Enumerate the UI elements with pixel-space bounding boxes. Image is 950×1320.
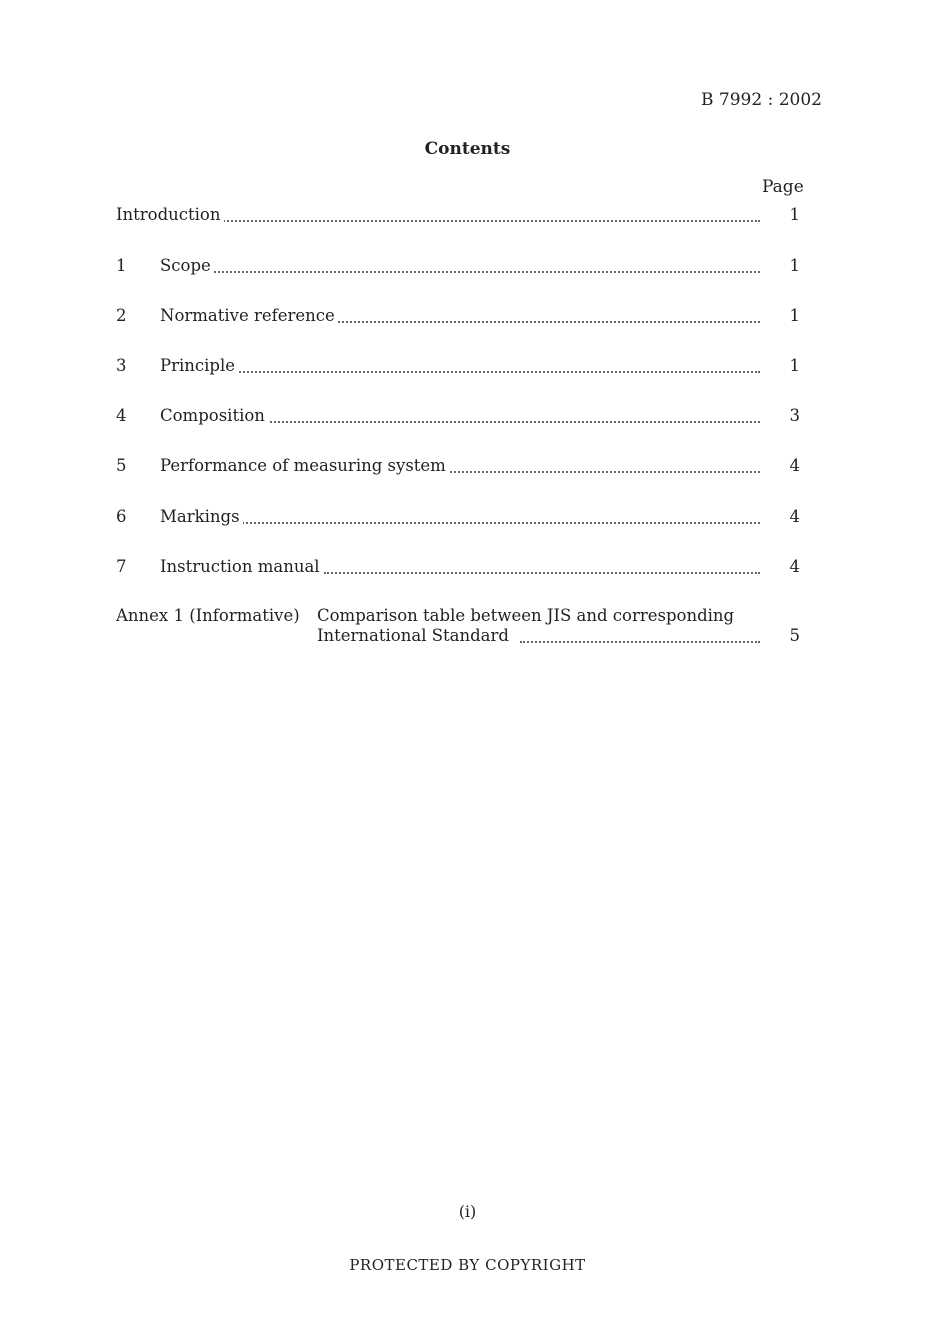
contents-title: Contents: [424, 139, 511, 159]
footer-page-number: (i): [458, 1202, 477, 1221]
document-code: B 7992 : 2002: [701, 90, 822, 110]
toc-entry-label: Markings: [160, 507, 243, 526]
toc-entry-introduction[interactable]: [116, 205, 808, 227]
toc-entry-number: 2: [116, 306, 127, 325]
toc-entry-label: Performance of measuring system: [160, 456, 449, 475]
toc-entry-normative-reference[interactable]: [116, 306, 808, 328]
toc-entry-page: 1: [789, 306, 800, 325]
dot-leader: [242, 522, 760, 524]
dot-leader: [446, 471, 760, 473]
toc-entry-label: Scope: [160, 256, 214, 275]
toc-entry-page: 1: [789, 356, 800, 375]
toc-entry-number: 1: [116, 256, 127, 275]
toc-entry-label: Principle: [160, 356, 238, 375]
toc-entry-page: 4: [789, 557, 800, 576]
dot-leader: [333, 321, 760, 323]
toc-entry-composition[interactable]: [116, 406, 808, 428]
dot-leader: [520, 641, 760, 643]
toc-entry-scope[interactable]: [116, 256, 808, 278]
copyright-notice: PROTECTED BY COPYRIGHT: [349, 1256, 586, 1274]
toc-entry-label: Instruction manual: [160, 557, 323, 576]
toc-entry-annex-1[interactable]: [116, 626, 808, 648]
toc-entry-page: 4: [789, 456, 800, 475]
toc-entry-instruction-manual[interactable]: [116, 557, 808, 579]
annex-prefix: Annex 1 (Informative): [116, 606, 300, 625]
toc-entry-performance[interactable]: [116, 456, 808, 478]
annex-title-line-2: International Standard: [317, 626, 512, 645]
toc-entry-page: 5: [789, 626, 800, 645]
toc-entry-page: 4: [789, 507, 800, 526]
dot-leader: [236, 371, 760, 373]
dot-leader: [210, 271, 760, 273]
toc-entry-markings[interactable]: [116, 507, 808, 529]
annex-title-line-1[interactable]: Comparison table between JIS and corresponding: [317, 606, 735, 625]
toc-entry-number: 3: [116, 356, 127, 375]
toc-entry-number: 5: [116, 456, 127, 475]
toc-entry-label: Composition: [160, 406, 268, 425]
toc-entry-principle[interactable]: [116, 356, 808, 378]
dot-leader: [216, 220, 760, 222]
toc-entry-number: 6: [116, 507, 127, 526]
toc-entry-page: 1: [789, 205, 800, 224]
dot-leader: [324, 572, 760, 574]
toc-entry-number: 4: [116, 406, 127, 425]
toc-entry-number: 7: [116, 557, 127, 576]
toc-entry-page: 3: [789, 406, 800, 425]
dot-leader: [266, 421, 760, 423]
toc-entry-page: 1: [789, 256, 800, 275]
toc-entry-label: Normative reference: [160, 306, 338, 325]
page-column-label: Page: [762, 177, 804, 197]
toc-entry-label: Introduction: [116, 205, 224, 224]
